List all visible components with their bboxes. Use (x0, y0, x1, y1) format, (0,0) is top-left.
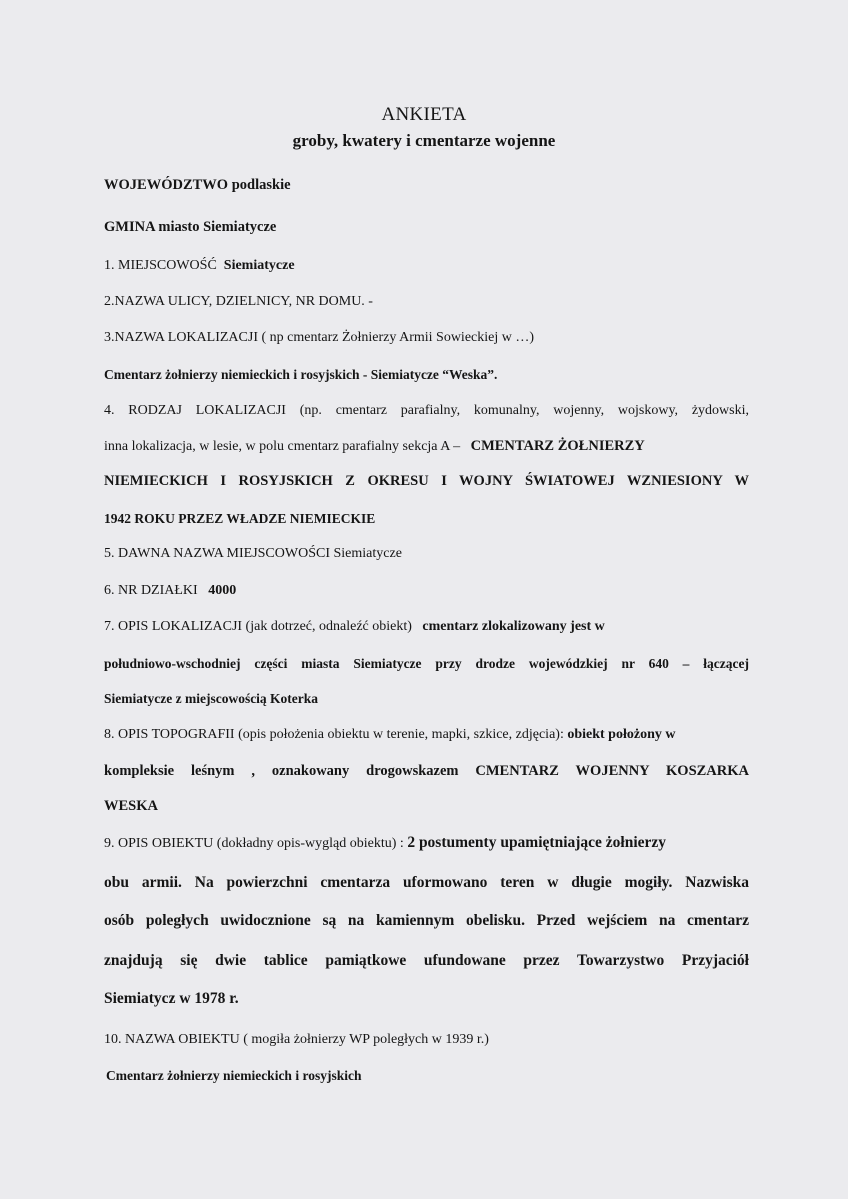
q5-label: 5. DAWNA NAZWA MIEJSCOWOŚCI (104, 546, 330, 561)
q5-value: Siemiatycze (333, 546, 402, 561)
document-subtitle: groby, kwatery i cmentarze wojenne (292, 131, 556, 150)
q7-line2: południowo-wschodniej części miasta Siemiatycze przy drodze wojewódzkiej nr 640 – łączącej (104, 656, 749, 671)
q10-label: 10. NAZWA OBIEKTU ( mogiła żołnierzy WP poległych w 1939 r.) (104, 1032, 489, 1047)
q6-field (104, 582, 749, 600)
q2-label: 2.NAZWA ULICY, DZIELNICY, NR DOMU. - (104, 294, 373, 309)
q8-line3: WESKA (104, 798, 158, 814)
q7-label: 7. OPIS LOKALIZACJI (jak dotrzeć, odnaleźć obiekt) (104, 619, 412, 634)
q8-line2: kompleksie leśnym , oznakowany drogowskazem CMENTARZ WOJENNY KOSZARKA (104, 763, 749, 779)
gmina-value: miasto Siemiatycze (158, 219, 277, 235)
q4-line2-plain: inna lokalizacja, w lesie, w polu cmentarz parafialny sekcja A – (104, 439, 461, 454)
q1-label: 1. MIEJSCOWOŚĆ (104, 258, 217, 273)
q4-line2 (104, 437, 749, 456)
q9-line3: osób poległych uwidocznione są na kamiennym obelisku. Przed wejściem na cmentarz (104, 912, 749, 929)
document-title: ANKIETA (381, 104, 467, 125)
q4-line4: 1942 ROKU PRZEZ WŁADZE NIEMIECKIE (104, 511, 376, 526)
q7-line1 (104, 618, 749, 636)
q9-line2: obu armii. Na powierzchni cmentarza uformowano teren w długie mogiły. Nazwiska (104, 874, 749, 891)
gmina-field (104, 218, 749, 236)
q4-line2-bold: CMENTARZ ŻOŁNIERZY (470, 438, 645, 454)
q5-field (104, 545, 749, 563)
q3-answer: Cmentarz żołnierzy niemieckich i rosyjskich - Siemiatycze “Weska”. (104, 367, 498, 382)
q9-line1 (104, 834, 749, 853)
q9-line5: Siemiatycz w 1978 r. (104, 990, 239, 1007)
q7-line1-bold: cmentarz zlokalizowany jest w (422, 619, 605, 634)
q6-label: 6. NR DZIAŁKI (104, 583, 198, 598)
q8-line1 (104, 726, 749, 744)
q10-answer: Cmentarz żołnierzy niemieckich i rosyjskich (106, 1068, 362, 1083)
q9-label: 9. OPIS OBIEKTU (dokładny opis-wygląd obiektu) : (104, 836, 404, 851)
gmina-label: GMINA (104, 219, 155, 235)
q8-line1-bold: obiekt położony w (567, 727, 676, 742)
q6-value: 4000 (208, 583, 237, 598)
q1-value: Siemiatycze (223, 258, 295, 273)
q3-label: 3.NAZWA LOKALIZACJI ( np cmentarz Żołnierzy Armii Sowieckiej w …) (104, 330, 535, 345)
q4-line3: NIEMIECKICH I ROSYJSKICH Z OKRESU I WOJNY ŚWIATOWEJ WZNIESIONY W (104, 473, 749, 489)
q1-field (104, 257, 749, 275)
wojewodztwo-label: WOJEWÓDZTWO (104, 177, 229, 193)
q9-line1-bold: 2 postumenty upamiętniające żołnierzy (407, 834, 667, 851)
wojewodztwo-field (104, 176, 749, 194)
q8-label: 8. OPIS TOPOGRAFII (opis położenia obiektu w terenie, mapki, szkice, zdjęcia): (104, 727, 564, 742)
q7-line3: Siemiatycze z miejscowością Koterka (104, 691, 319, 706)
q4-line1: 4. RODZAJ LOKALIZACJI (np. cmentarz parafialny, komunalny, wojenny, wojskowy, żydowski, (104, 403, 749, 418)
q9-line4: znajdują się dwie tablice pamiątkowe ufundowane przez Towarzystwo Przyjaciół (104, 952, 749, 969)
wojewodztwo-value: podlaskie (231, 177, 291, 193)
